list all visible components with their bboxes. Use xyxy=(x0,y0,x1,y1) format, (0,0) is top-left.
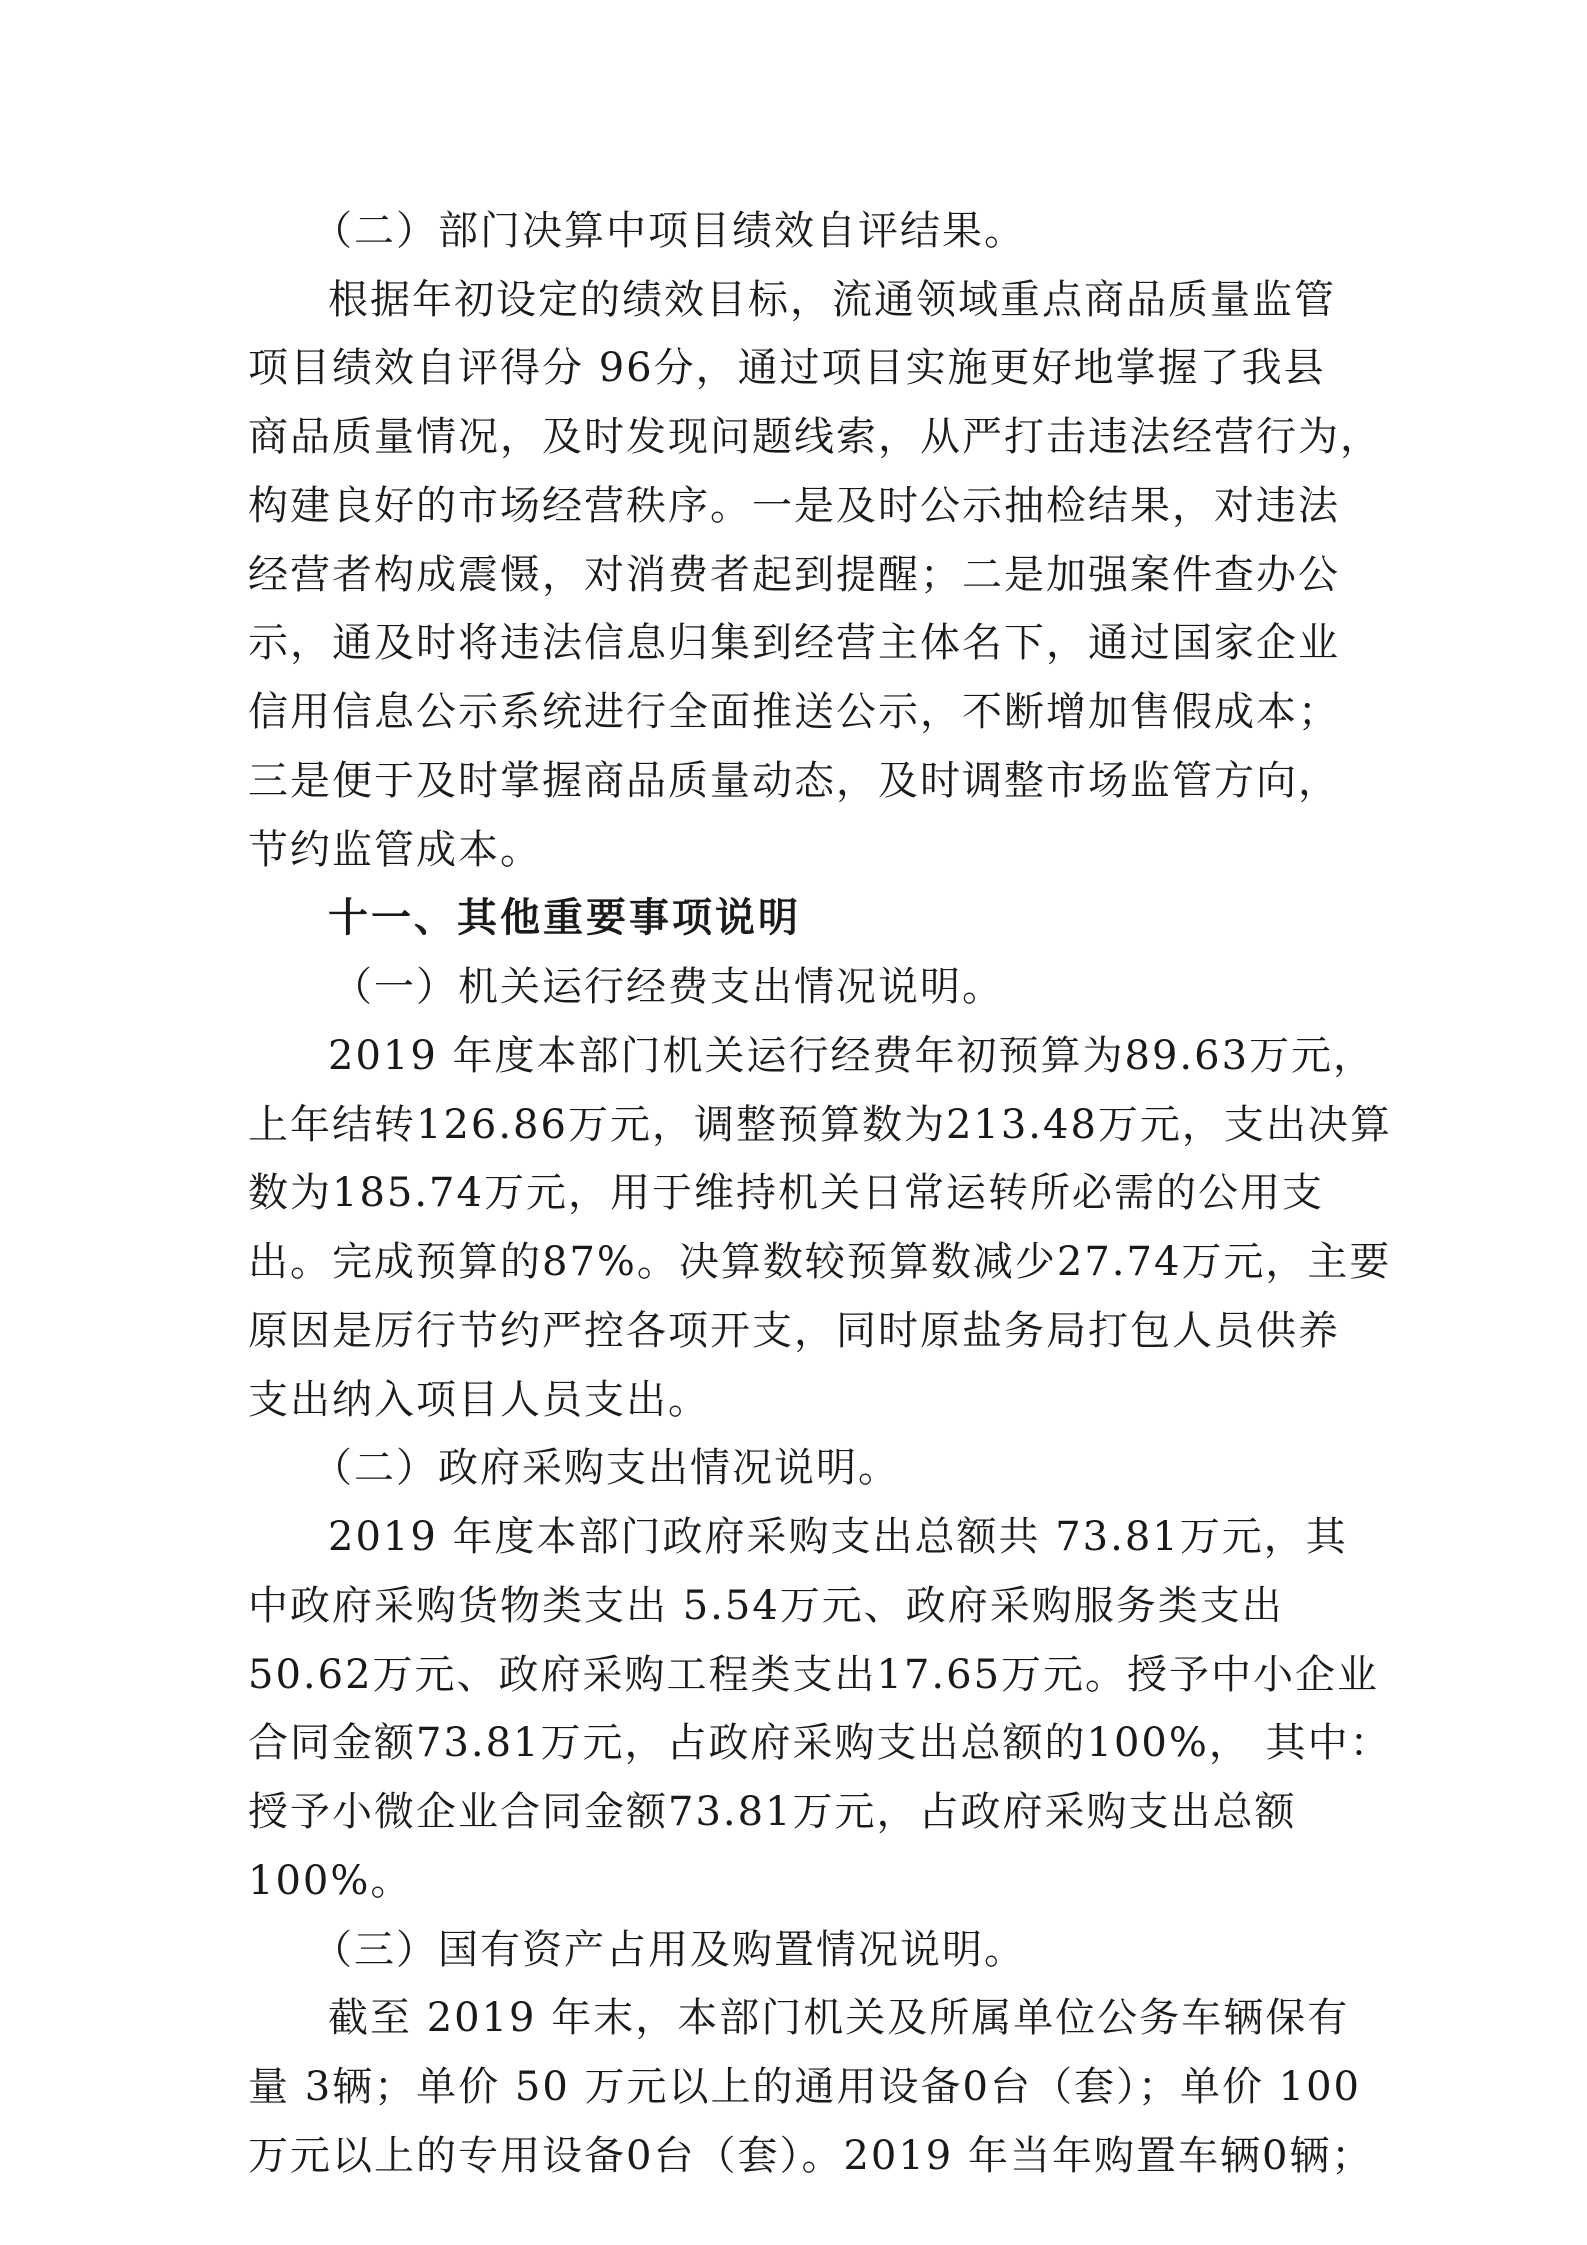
paragraph-line: 经营者构成震慑，对消费者起到提醒；二是加强案件查办公 xyxy=(248,552,1340,598)
paragraph-line: 授予小微企业合同金额73.81万元，占政府采购支出总额 xyxy=(248,1789,1297,1835)
paragraph-line: 合同金额73.81万元，占政府采购支出总额的100%， 其中： xyxy=(248,1720,1392,1766)
paragraph-line: 三是便于及时掌握商品质量动态，及时调整市场监管方向， xyxy=(248,758,1340,804)
subheading-government-procurement: （二）政府采购支出情况说明。 xyxy=(312,1445,900,1491)
paragraph-line: 商品质量情况，及时发现问题线索，从严打击违法经营行为， xyxy=(248,414,1382,460)
paragraph-line: 支出纳入项目人员支出。 xyxy=(248,1377,710,1423)
paragraph-line: 根据年初设定的绩效目标，流通领域重点商品质量监管 xyxy=(328,277,1336,323)
paragraph-line: 万元以上的专用设备0台（套）。2019 年当年购置车辆0辆； xyxy=(248,2133,1374,2179)
paragraph-line: 中政府采购货物类支出 5.54万元、政府采购服务类支出 xyxy=(248,1583,1284,1629)
paragraph-line: 上年结转126.86万元，调整预算数为213.48万元，支出决算 xyxy=(248,1102,1392,1148)
paragraph-line: 项目绩效自评得分 96分，通过项目实施更好地掌握了我县 xyxy=(248,345,1326,391)
subheading-state-assets: （三）国有资产占用及购置情况说明。 xyxy=(312,1927,1026,1973)
subheading-operating-expenses: （一）机关运行经费支出情况说明。 xyxy=(332,964,1004,1010)
paragraph-line: 100%。 xyxy=(248,1858,413,1904)
paragraph-line: 示，通及时将违法信息归集到经营主体名下，通过国家企业 xyxy=(248,620,1340,666)
paragraph-line: 量 3辆；单价 50 万元以上的通用设备0台（套）；单价 100 xyxy=(248,2064,1362,2110)
subheading-project-performance: （二）部门决算中项目绩效自评结果。 xyxy=(312,208,1026,254)
paragraph-line: 50.62万元、政府采购工程类支出17.65万元。授予中小企业 xyxy=(248,1652,1380,1698)
paragraph-line: 2019 年度本部门机关运行经费年初预算为89.63万元， xyxy=(328,1033,1376,1079)
paragraph-line: 截至 2019 年末，本部门机关及所属单位公务车辆保有 xyxy=(328,1995,1350,2041)
paragraph-line: 2019 年度本部门政府采购支出总额共 73.81万元，其 xyxy=(328,1514,1348,1560)
paragraph-line: 信用信息公示系统进行全面推送公示，不断增加售假成本； xyxy=(248,689,1340,735)
section-heading-other-matters: 十一、其他重要事项说明 xyxy=(328,895,801,941)
paragraph-line: 数为185.74万元，用于维持机关日常运转所必需的公用支 xyxy=(248,1170,1324,1216)
paragraph-line: 节约监管成本。 xyxy=(248,827,542,873)
paragraph-line: 原因是厉行节约严控各项开支，同时原盐务局打包人员供养 xyxy=(248,1308,1340,1354)
paragraph-line: 构建良好的市场经营秩序。一是及时公示抽检结果，对违法 xyxy=(248,483,1340,529)
paragraph-line: 出。完成预算的87%。决算数较预算数减少27.74万元，主要 xyxy=(248,1239,1392,1285)
